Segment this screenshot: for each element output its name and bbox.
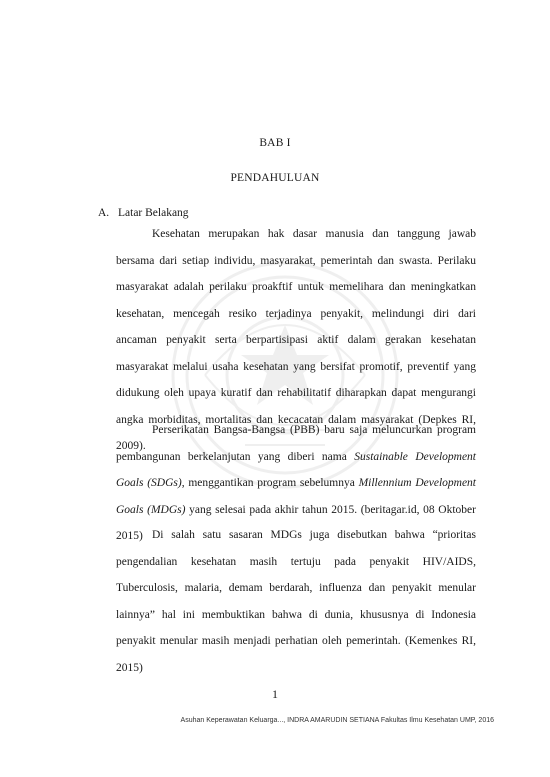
paragraph-text: , menggantikan program sebelumnya: [181, 477, 359, 489]
page-footer: Asuhan Keperawatan Keluarga..., INDRA AMARUDIN SETIANA Fakultas Ilmu Kesehatan UMP, 2016: [180, 717, 494, 724]
paragraph-italic-term: Millennium Development Goals (MDGs): [116, 477, 476, 516]
paragraph-italic-term: Sustainable Development Goals (SDGs): [116, 450, 476, 489]
paragraph-3: [116, 522, 476, 681]
page-number: 1: [272, 687, 278, 701]
paragraph-text: yang selesai pada akhir tahun 2015. (beritagar.id, 08 Oktober 2015): [116, 503, 476, 542]
chapter-title: PENDAHULUAN: [230, 172, 320, 184]
section-title: Latar Belakang: [118, 207, 189, 219]
paragraph-text: Perserikatan Bangsa-Bangsa (PBB) baru saja meluncurkan program pembangunan berkelanjutan yang diberi nama: [116, 424, 476, 463]
paragraph-text: Di salah satu sasaran MDGs juga disebutkan bahwa “prioritas pengendalian kesehatan masih tertuju pada penyakit HIV/AIDS, Tuberculosis, malaria, demam berdarah, influenza dan penyakit menular lainnya” hal ini membuktikan bahwa di dunia, khususnya di Indonesia penyakit menular masih menjadi perhatian oleh pemerintah. (Kemenkes RI, 2015): [116, 529, 476, 674]
chapter-number: BAB I: [259, 137, 291, 149]
section-heading: [98, 207, 189, 219]
section-number: A.: [98, 207, 110, 219]
paragraph-text: Kesehatan merupakan hak dasar manusia dan tanggung jawab bersama dari setiap individu, masyarakat, pemerintah dan swasta. Perilaku masyarakat adalah perilaku proakftif untuk memelihara dan meningkatkan kesehatan, mencegah resiko terjadinya penyakit, melindungi diri dari ancaman penyakit serta berpartisipasi aktif dalam gerakan kesehatan masyarakat melalui usaha kesehatan yang bersifat promotif, preventif yang didukung oleh upaya kuratif dan rehabilitatif diharapkan dapat mengurangi angka morbiditas, mortalitas dan kecacatan dalam masyarakat (Depkes RI, 2009).: [116, 228, 476, 452]
